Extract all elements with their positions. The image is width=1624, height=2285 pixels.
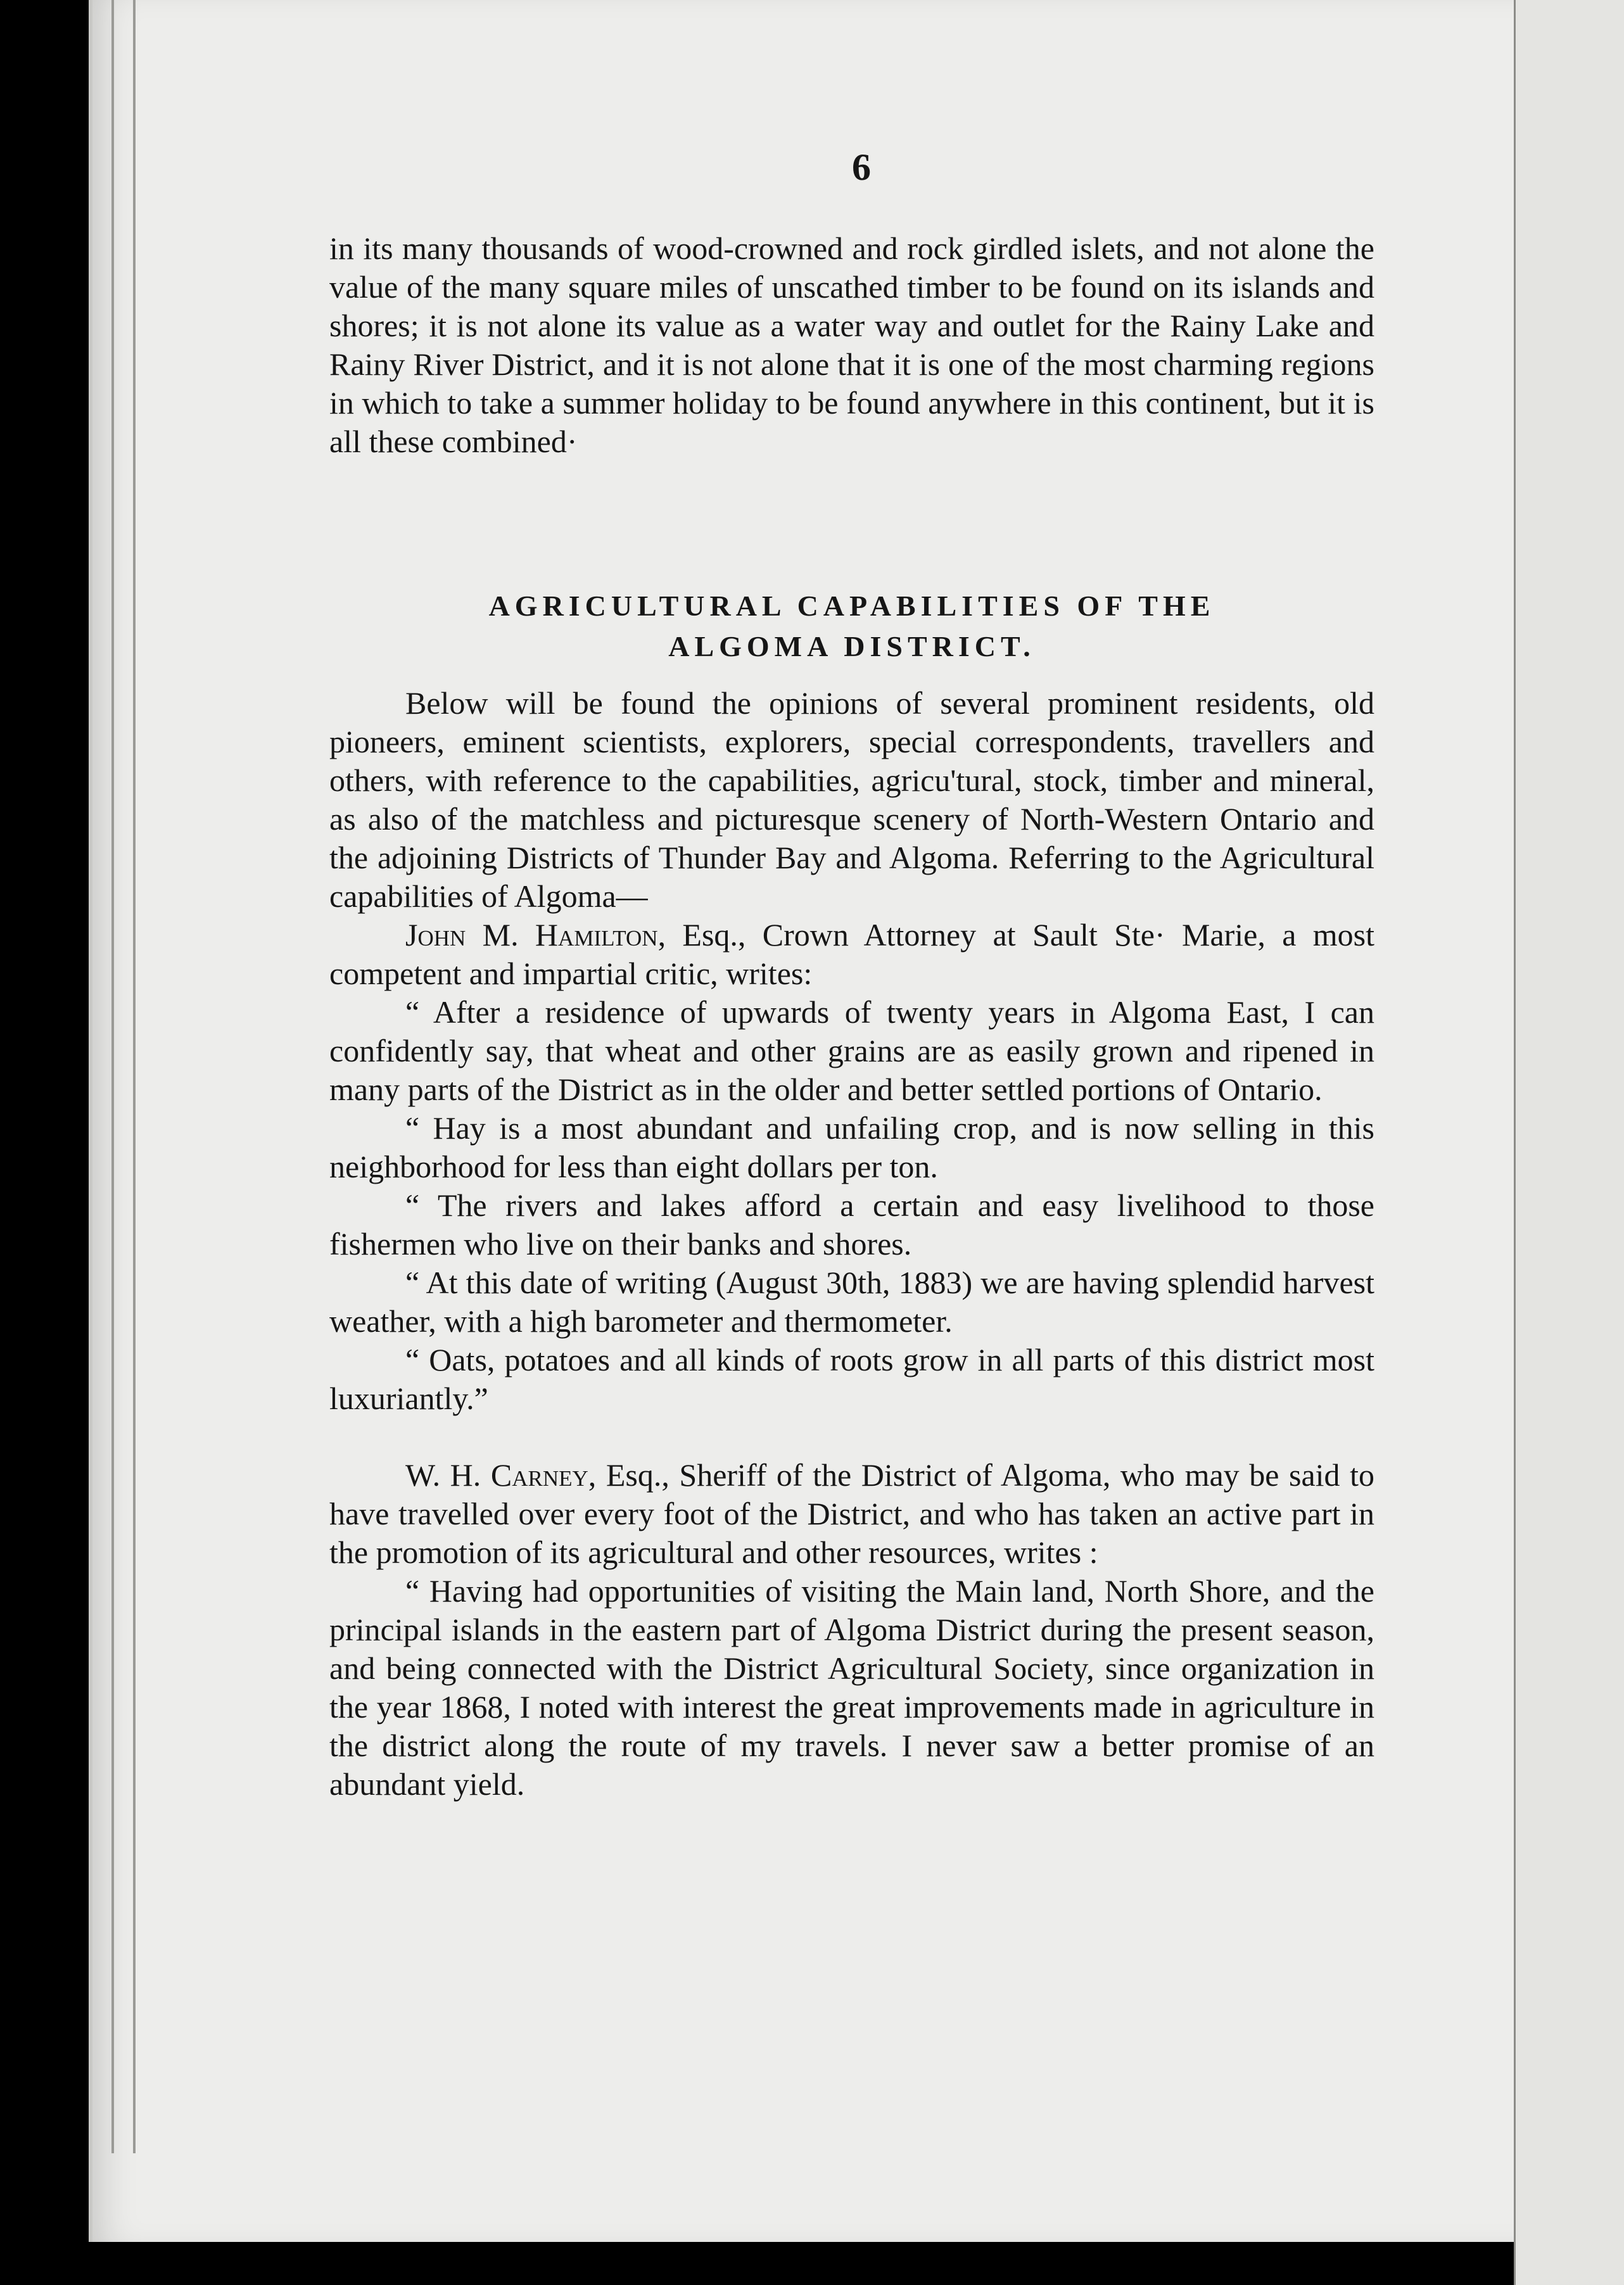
body-text <box>329 684 1374 1804</box>
hamilton-quote-4: “ At this date of writing (August 30th, 1883) we are having splendid harvest weather, with a high barometer and thermometer. <box>329 1265 1374 1339</box>
page-edge-line <box>111 0 114 2153</box>
heading-line-2: ALGOMA DISTRICT. <box>668 630 1036 662</box>
carney-paragraph <box>329 1456 1374 1572</box>
hamilton-quote-2: “ Hay is a most abundant and unfailing crop, and is now selling in this neighborhood for less than eight dollars per ton. <box>329 1110 1374 1184</box>
facing-page-edge <box>1514 0 1624 2285</box>
intro-paragraph: in its many thousands of wood-crowned and rock girdled islets, and not alone the value of the many square miles of unscathed timber to be found on its islands and shores; it is not alone its value as a water way and outlet for the Rainy Lake and Rainy River District, and it is not alone that it is one of the most charming regions in which to take a summer holiday to be found anywhere in this continent, but it is all these combined· <box>329 231 1374 459</box>
hamilton-quote-5: “ Oats, potatoes and all kinds of roots grow in all parts of this district most luxuriantly.” <box>329 1342 1374 1416</box>
intro-text <box>329 229 1374 461</box>
hamilton-intro: , Esq., Crown Attorney at Sault Ste· Marie, a most competent and impartial critic, writes: <box>329 917 1374 991</box>
hamilton-paragraph <box>329 916 1374 993</box>
carney-initials: W. H. <box>405 1457 491 1493</box>
hamilton-quote-3: “ The rivers and lakes afford a certain and easy livelihood to those fishermen who live on their banks and shores. <box>329 1187 1374 1262</box>
below-paragraph: Below will be found the opinions of several prominent residents, old pioneers, eminent scientists, explorers, special correspondents, travellers and others, with reference to the capabilities, agricu'tural, stock, timber and mineral, as also of the matchless and picturesque scenery of North-Western Ontario and the adjoining Districts of Thunder Bay and Algoma. Referring to the Agricultural capabilities of Algoma— <box>329 685 1374 914</box>
page-edge-line <box>133 0 136 2153</box>
carney-quote: “ Having had opportunities of visiting the Main land, North Shore, and the principal islands in the eastern part of Algoma District during the present season, and being connected with the District Agricultural Society, since organization in the year 1868, I noted with interest the great improvements made in agriculture in the district along the route of my travels. I never saw a better promise of an abundant yield. <box>329 1573 1374 1802</box>
page-number: 6 <box>852 146 871 188</box>
hamilton-name: John M. Hamilton <box>405 917 658 953</box>
hamilton-quote-1: “ After a residence of upwards of twenty years in Algoma East, I can confidently say, that wheat and other grains are as easily grown and ripened in many parts of the District as in the older and better settled portions of Ontario. <box>329 994 1374 1107</box>
carney-intro: , Esq., Sheriff of the District of Algoma, who may be said to have travelled over every foot of the District, and who has taken an active part in the promotion of its agricultural and other resources, writes : <box>329 1457 1374 1570</box>
section-spacer <box>329 1418 1374 1456</box>
section-heading <box>329 586 1374 667</box>
heading-line-1: AGRICULTURAL CAPABILITIES OF THE <box>488 590 1215 622</box>
carney-name: Carney <box>490 1457 588 1493</box>
